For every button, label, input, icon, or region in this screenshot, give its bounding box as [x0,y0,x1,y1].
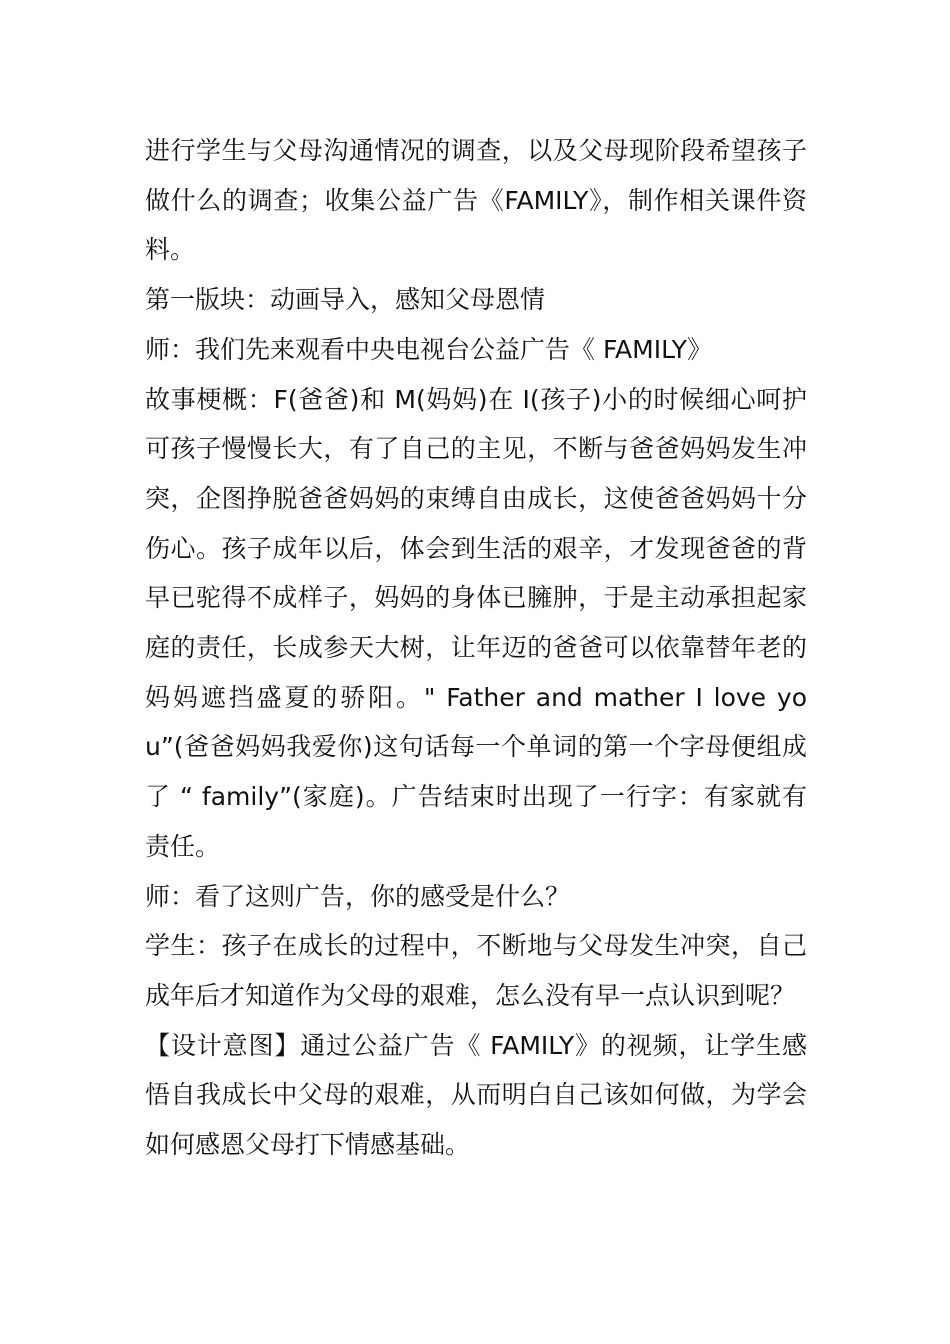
section-heading-part-one: 第一版块：动画导入，感知父母恩情 [145,285,546,315]
document-page [145,126,807,1170]
student-answer: 学生：孩子在成长的过程中，不断地与父母发生冲突，自己成年后才知道作为父母的艰难，怎么没有早一点认识到呢？ [145,931,807,1010]
teacher-line-intro: 师：我们先来观看中央电视台公益广告《 FAMILY》 [145,334,712,364]
teacher-question: 师：看了这则广告，你的感受是什么？ [145,881,571,911]
design-intent: 【设计意图】通过公益广告《 FAMILY》的视频，让学生感悟自我成长中父母的艰难，从而明白自己该如何做，为学会如何感恩父母打下情感基础。 [145,1030,807,1160]
paragraph-preparation: 进行学生与父母沟通情况的调查，以及父母现阶段希望孩子做什么的调查；收集公益广告《FAMILY》，制作相关课件资料。 [145,136,807,265]
paragraph-story-summary: 故事梗概：F(爸爸)和 M(妈妈)在 I(孩子)小的时候细心呵护可孩子慢慢长大，有了自己的主见，不断与爸爸妈妈发生冲突，企图挣脱爸爸妈妈的束缚自由成长，这使爸爸妈妈十分伤心。孩子成年以后，体会到生活的艰辛，才发现爸爸的背早已驼得不成样子，妈妈的身体已臃肿，于是主动承担起家庭的责任，长成参天大树，让年迈的爸爸可以依靠替年老的妈妈遮挡盛夏的骄阳。" Father and mather I love you”(爸爸妈妈我爱你)这句话每一个单词的第一个字母便组成了 “ family”(家庭)。广告结束时出现了一行字：有家就有责任。 [145,384,807,861]
